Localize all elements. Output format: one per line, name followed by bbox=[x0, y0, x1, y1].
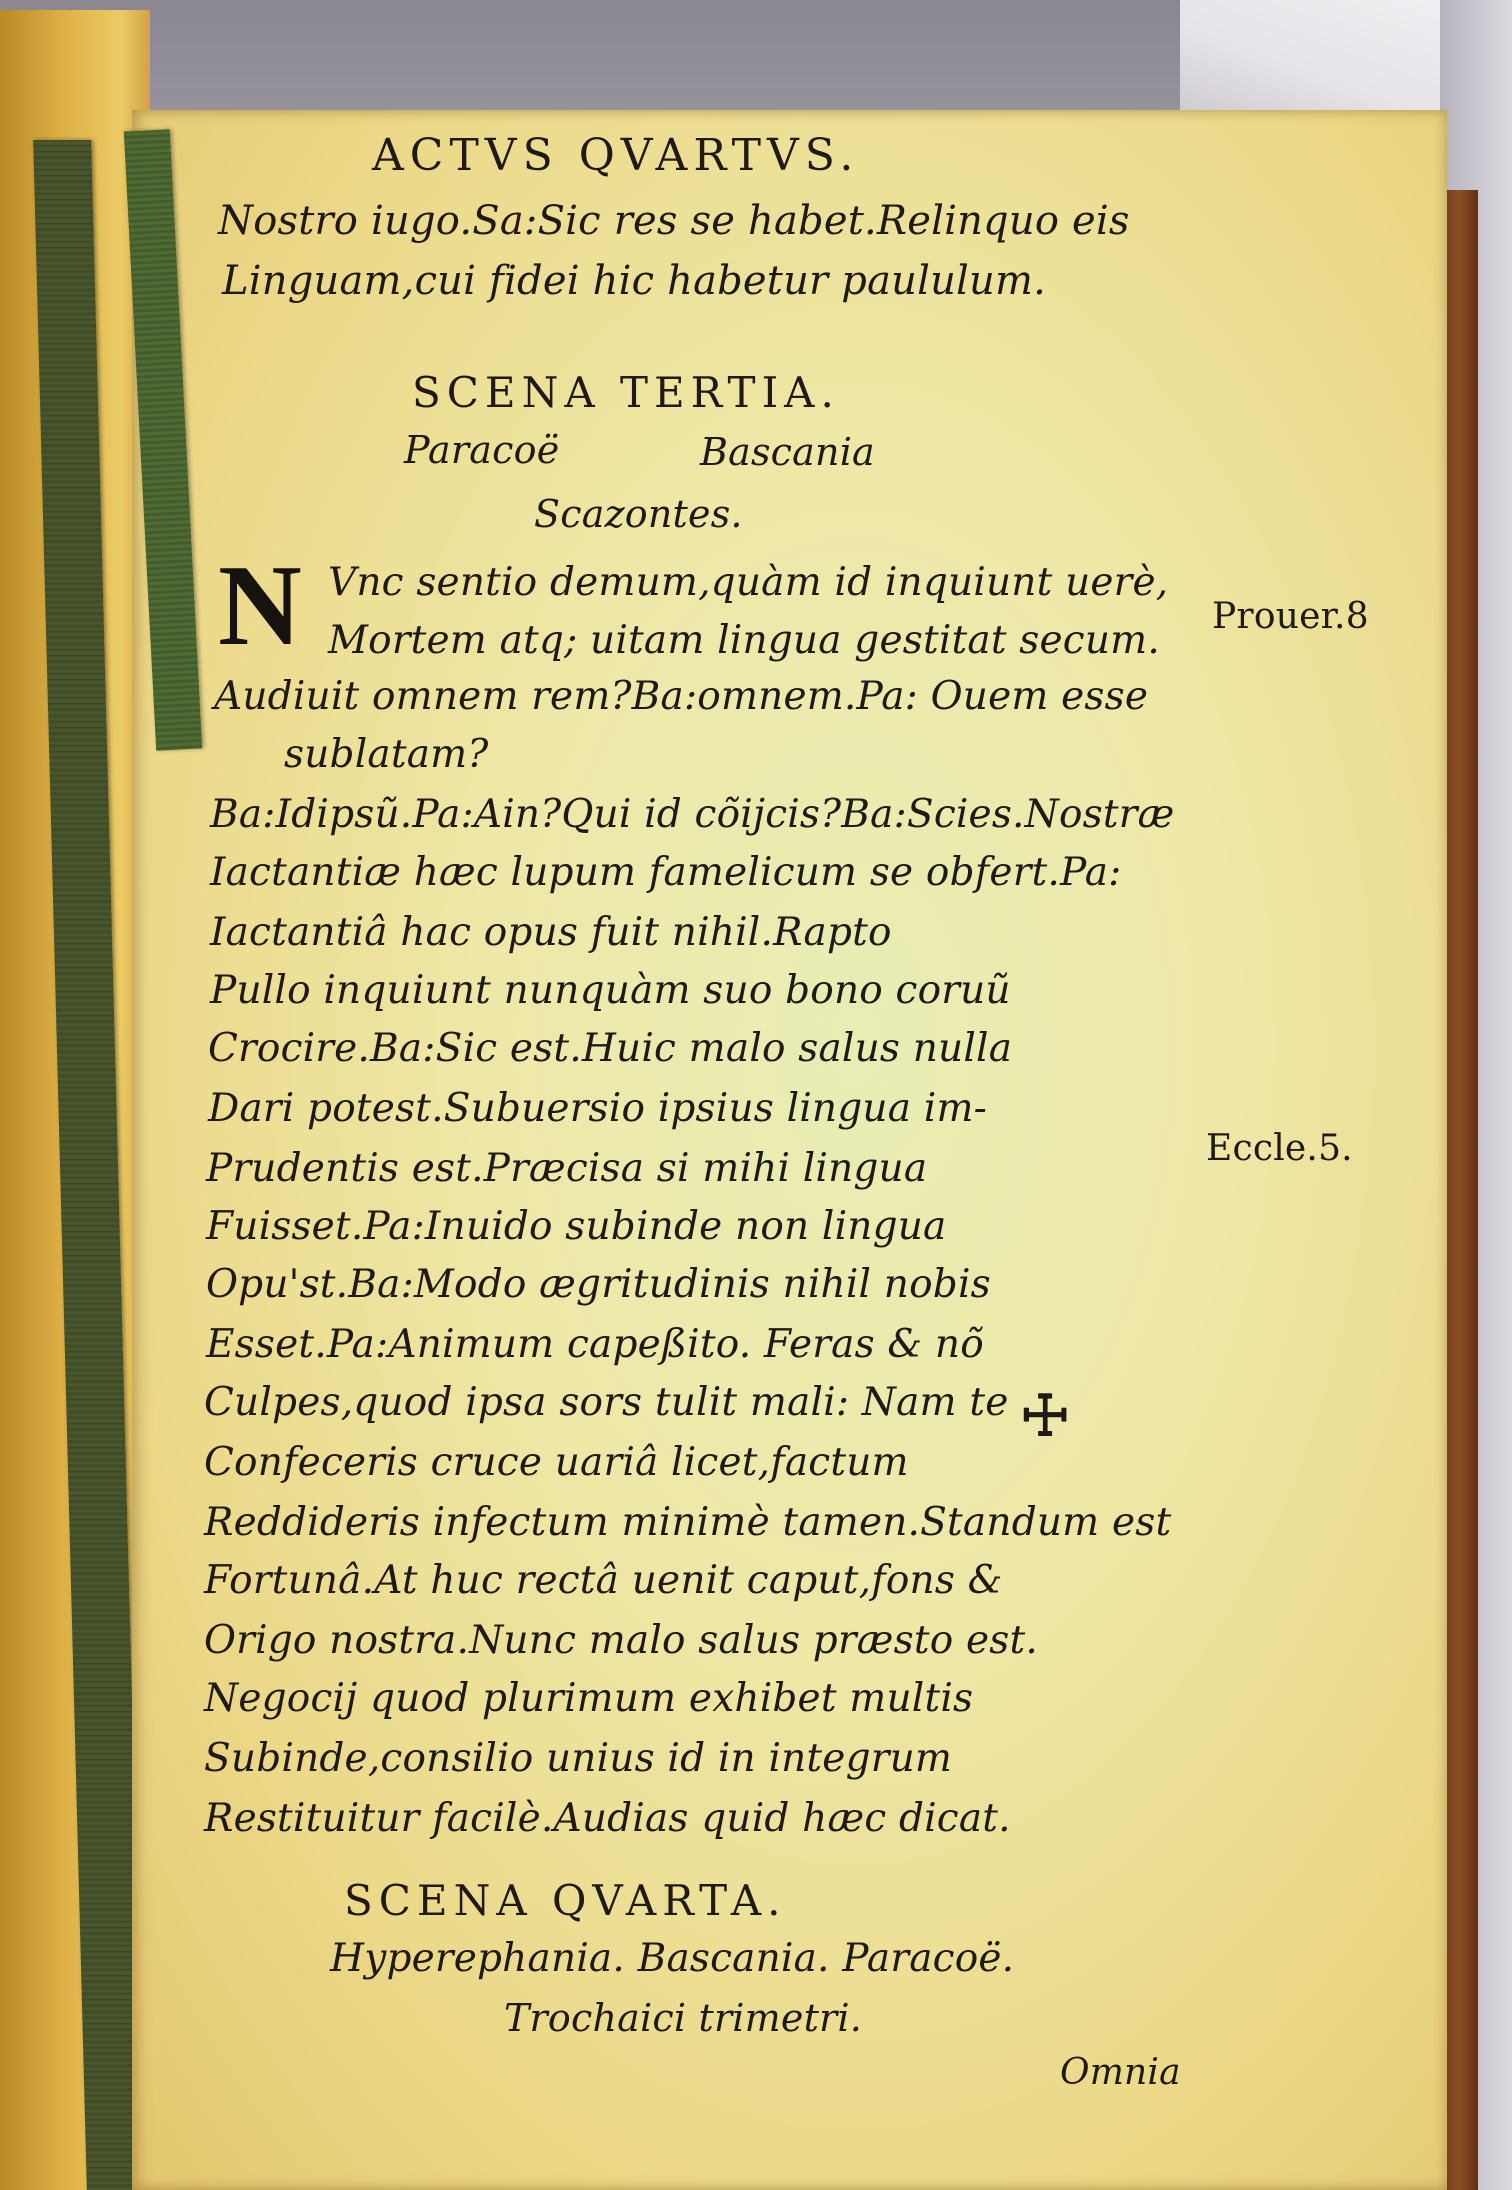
text-line: sublatam? bbox=[284, 732, 489, 777]
meter-label: Trochaici trimetri. bbox=[504, 1996, 863, 2040]
text-line: Dari potest.Subuersio ipsius lingua im- bbox=[208, 1086, 988, 1131]
text-line: Subinde,consilio unius id in integrum bbox=[204, 1736, 953, 1781]
text-line: Iactantiâ hac opus fuit nihil.Rapto bbox=[210, 910, 892, 955]
text-line: Prudentis est.Præcisa si mihi lingua bbox=[206, 1146, 928, 1191]
text-line: Mortem atq; uitam lingua gestitat secum. bbox=[328, 618, 1160, 663]
text-line: Reddideris infectum minimè tamen.Standum est bbox=[204, 1500, 1172, 1545]
drop-cap: N bbox=[218, 542, 302, 670]
text-line: Origo nostra.Nunc malo salus præsto est. bbox=[204, 1618, 1038, 1663]
text-line: Esset.Pa:Animum capeßito. Feras & nõ bbox=[206, 1322, 984, 1367]
text-line: Restituitur facilè.Audias quid hæc dicat. bbox=[204, 1796, 1011, 1841]
speaker-name: Paracoë bbox=[404, 428, 560, 472]
catchword: Omnia bbox=[1060, 2052, 1181, 2093]
speaker-name: Bascania bbox=[700, 430, 875, 474]
meter-label: Scazontes. bbox=[534, 492, 743, 536]
marginal-note: Prouer.8 bbox=[1212, 596, 1369, 637]
text-line: Fuisset.Pa:Inuido subinde non lingua bbox=[206, 1204, 947, 1249]
text-line: Culpes,quod ipsa sors tulit mali: Nam te bbox=[204, 1380, 1009, 1425]
running-title: ACTVS QVARTVS. bbox=[372, 130, 860, 181]
text-line: Opu'st.Ba:Modo ægritudinis nihil nobis bbox=[206, 1262, 991, 1307]
text-line: Confeceris cruce uariâ licet,factum bbox=[204, 1440, 909, 1485]
text-line: Pullo inquiunt nunquàm suo bono coruũ bbox=[210, 968, 1011, 1013]
scene-heading: SCENA QVARTA. bbox=[344, 1876, 787, 1925]
text-line: Iactantiæ hæc lupum famelicum se obfert.Pa: bbox=[210, 850, 1122, 895]
text-line: Fortunâ.At huc rectâ uenit caput,fons & bbox=[204, 1558, 1003, 1603]
text-line: Crocire.Ba:Sic est.Huic malo salus nulla bbox=[208, 1026, 1013, 1071]
text-line: Linguam,cui fidei hic habetur paululum. bbox=[222, 258, 1047, 304]
text-line: Vnc sentio demum,quàm id inquiunt uerè, bbox=[328, 560, 1169, 605]
text-line: Ba:Idipsũ.Pa:Ain?Qui id cõijcis?Ba:Scies.Nostræ bbox=[210, 792, 1175, 837]
cross-symbol: ☩ bbox=[1020, 1383, 1071, 1449]
speaker-list: Hyperephania. Bascania. Paracoë. bbox=[330, 1936, 1015, 1981]
text-line: Negocij quod plurimum exhibet multis bbox=[204, 1676, 974, 1721]
text-line: Nostro iugo.Sa:Sic res se habet.Relinquo eis bbox=[218, 198, 1130, 244]
scene-heading: SCENA TERTIA. bbox=[412, 368, 840, 417]
marginal-note: Eccle.5. bbox=[1206, 1128, 1353, 1169]
text-line: Audiuit omnem rem?Ba:omnem.Pa: Ouem esse bbox=[214, 674, 1149, 719]
